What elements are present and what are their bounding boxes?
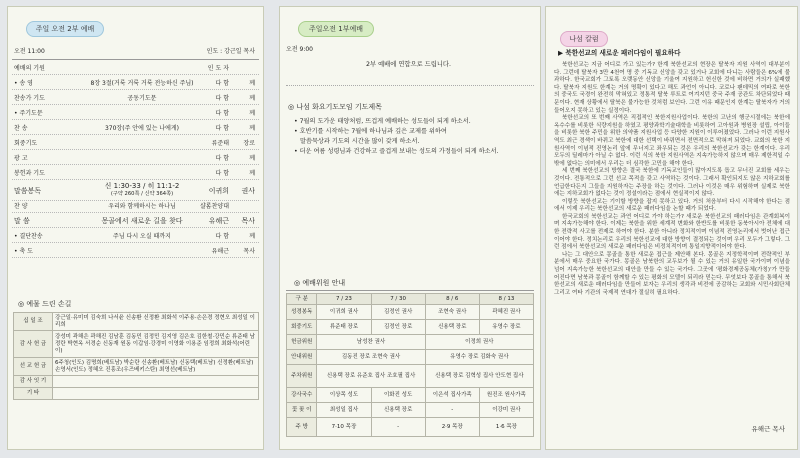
schedule-cell: 신용택 장로	[425, 320, 479, 335]
column-paragraph: 이렇듯 북한선교는 기이할 방향을 잡지 못하고 있다. 거의 처음부터 다시 시작해야 한다는 점에서 이제 우리는 북한선교의 새로운 패러다임을 논할 때가 되었다.	[554, 198, 790, 213]
offering-label: 감 사 잇 기	[14, 376, 53, 388]
schedule-header-cell: 8 / 13	[479, 294, 533, 305]
order-label: 말씀봉독	[14, 187, 42, 195]
order-content: 몽골에서 새로운 길을 찾다	[101, 217, 183, 225]
schedule-cell: 신용택 장로 김혁성 집사 안도현 집사	[425, 365, 533, 388]
order-content: 공동기도문	[127, 95, 157, 102]
order-row	[12, 78, 259, 90]
order-role-suffix: 께	[249, 125, 255, 132]
column-paragraph: 한국교회의 북한선교는 과연 어디로 가야 하는가? 새로운 북한선교의 패러다임은 관계회복이며 지속가능해야 한다. 이제는 북한을 위한 세계적 변화와 한반도를 비롯한 동북아시아 전체에 대한 전략적 사고를 전제로 하여야 한다. 분한 아니라 정치적이며 이념적 진영논리에서 벗어난 접근이어야 한다. 정치논리로 우리의 북한선교에 대한 방향이 결정되는 것이며 우리 모두가 그렇다. 그런 점에서 북한선교의 새로운 패러다임은 비정치적이며 통일지향적이어야 한다.	[554, 213, 790, 251]
order-role: 유해근	[211, 248, 229, 255]
order-row	[12, 201, 259, 213]
schedule-row-label: 강사국수	[287, 388, 317, 403]
service-time: 오전 11:00	[14, 48, 45, 55]
offering-table	[13, 312, 259, 400]
schedule-cell: 이강미 권사	[479, 403, 533, 418]
order-role: 다 함	[215, 110, 229, 117]
order-role: 다 함	[215, 80, 229, 87]
order-role-suffix: 목사	[243, 248, 255, 255]
schedule-cell: 이화진 성도	[371, 388, 425, 403]
schedule-cell: 7·10 목장	[317, 418, 371, 437]
order-label: 찬송가 기도	[14, 95, 45, 102]
schedule-row	[287, 305, 534, 320]
order-row	[12, 216, 259, 228]
prayer-list	[294, 117, 532, 157]
schedule-cell: -	[371, 418, 425, 437]
schedule-table	[286, 293, 534, 437]
order-role: 다 함	[215, 155, 229, 162]
schedule-cell: 원진조 원사가족	[479, 388, 533, 403]
schedule-cell: 이상목 성도	[317, 388, 371, 403]
offering-label: 기 타	[14, 388, 53, 400]
schedule-cell: 이귀희 권사	[317, 305, 371, 320]
order-label: 회중기도	[14, 140, 38, 147]
schedule-header-cell: 구 분	[287, 294, 317, 305]
order-row	[12, 153, 259, 165]
column-body	[554, 62, 790, 297]
schedule-row	[287, 365, 534, 388]
order-role-suffix: 께	[249, 170, 255, 177]
schedule-cell: 조현숙 권사	[425, 305, 479, 320]
order-role-suffix: 께	[249, 155, 255, 162]
order-row	[12, 246, 259, 258]
prayer-title: ◎ 나섬 화요기도모임 기도제목	[288, 103, 382, 111]
schedule-row-label: 주 방	[287, 418, 317, 437]
schedule-cell: 김동진 장로 조현숙 권사	[317, 350, 425, 365]
order-role-suffix: 께	[249, 233, 255, 240]
column-title: ▶ 북한선교의 새로운 패러다임이 필요하다	[558, 49, 681, 57]
prayer-item: • 호반기를 시작하는 7월에 하나님과 깊은 교제를 위하여	[294, 128, 447, 135]
divider	[12, 59, 259, 60]
schedule-cell: 2·9 목장	[425, 418, 479, 437]
offering-row	[14, 388, 259, 400]
schedule-header-cell: 8 / 6	[425, 294, 479, 305]
offering-label: 감 사 헌 금	[14, 331, 53, 358]
order-label: 봉헌과 기도	[14, 170, 45, 177]
order-role: 다 함	[215, 125, 229, 132]
schedule-cell: 김정인 장로	[371, 320, 425, 335]
order-content: 370장(주 안에 있는 나에게)	[104, 125, 180, 132]
schedule-cell: 김정인 권사	[371, 305, 425, 320]
order-role: 샬롬찬양대	[200, 203, 229, 210]
order-content: 우리와 함께하시는 하나님	[108, 203, 176, 210]
bulletin-middle-panel	[279, 6, 541, 450]
column-paragraph: 세 번째 북한선교의 방향은 결국 북한에 기독교인들이 많아지도록 돕고 무너진 교회를 세우는 것이다. 전통적으로 그런 선교 목적을 갖고 사역하는 것이다. 그래서 확인되지도 않은 지하교회를 언급한다든지 그들을 지원하자는 주장을 하는 것이다. 그러나 이것은 매우 위험하며 실제로 북한에는 지하교회가 없다는 것이 정설이라는 점에서 현실적이지 않다.	[554, 168, 790, 198]
schedule-row	[287, 403, 534, 418]
schedule-cell: 유영수 장로	[479, 320, 533, 335]
order-role: 인 도 자	[207, 65, 229, 72]
schedule-cell: 류준태 장로	[317, 320, 371, 335]
offering-label: 십 일 조	[14, 313, 53, 331]
offering-names	[53, 376, 259, 388]
divider	[286, 85, 534, 86]
order-role: 다 함	[215, 95, 229, 102]
prayer-item: 말씀묵상과 기도의 시간을 많이 갖게 하소서.	[300, 138, 420, 145]
order-label: 예배의 기원	[14, 65, 45, 72]
order-row	[12, 108, 259, 120]
schedule-row	[287, 388, 534, 403]
prayer-item: • 7월의 도가운 태양처럼, 뜨겁게 예배하는 성도들이 되게 하소서.	[294, 118, 471, 125]
schedule-header-cell: 7 / 23	[317, 294, 371, 305]
offering-row	[14, 358, 259, 376]
order-label: • 결단찬송	[14, 233, 43, 240]
schedule-cell: 남성찬 권사	[317, 335, 425, 350]
schedule-row-label: 안내위원	[287, 350, 317, 365]
order-row	[12, 183, 259, 201]
order-row	[12, 93, 259, 105]
service-time: 오전 9:00	[286, 46, 313, 53]
order-role-suffix: 장로	[243, 140, 255, 147]
schedule-header-cell: 7 / 30	[371, 294, 425, 305]
column-paragraph: 북한선교의 또 번째 사역은 직접적인 북한지원사업이다. 북한의 고난의 행군시절에는 북한에 옥수수를 비롯한 식량지원을 하였고 평양과학기술대학을 비롯하여 고아원과 병원장 설립, 아이들을 비롯한 북한 주민을 위한 의약품 지원사업 등 다양한 지원이 이루어졌었다. 그러나 이런 지원사역도 최근 경색이 바뀌고 북한에 대한 선택이 바뀌면서 전면적으로 막혀져 되었다. 교회의 북한 지원사역이 이념적 진영논리 앞에 무너지고 좌우되는 것은 우리의 북한선교가 갖는 한계이다. 우리 모두의 딜레마가 아닐 수 없다. 이런 식의 북한 지원사역은 지속가능하지 않으며 매우 제한적일 수밖에 없다는 의미에서 우리는 더 심각한 고민을 해야 한다.	[554, 115, 790, 167]
order-row	[12, 63, 259, 75]
offering-names: 강성미 곽해은 곽해진 김남훈 김동민 김정민 김지영 김은호 김한철·강민순 류준태 남정란 박현옥 서경순 신동재 원동 이갑임·강경미 이영화 이용준 임정희 최화석(어린이)	[53, 331, 259, 358]
schedule-cell: 최성일 집사	[317, 403, 371, 418]
order-role: 다 함	[215, 233, 229, 240]
order-role-suffix: 께	[249, 110, 255, 117]
schedule-cell: -	[425, 403, 479, 418]
offering-names: 강근일·유미미 김숙희 나서윤 신송환 신정환 최화석 이주용·손은경 정현오 최성일 이리희	[53, 313, 259, 331]
order-role-suffix: 께	[249, 95, 255, 102]
order-role: 이귀희	[208, 187, 229, 195]
offering-names	[53, 388, 259, 400]
offering-row	[14, 313, 259, 331]
schedule-cell: 유영수 장로 김화숙 권사	[425, 350, 533, 365]
offering-label: 선 교 헌 금	[14, 358, 53, 376]
schedule-title: ◎ 예배위원 안내	[294, 279, 346, 287]
schedule-row-label: 꽃 꽂 이	[287, 403, 317, 418]
order-label: • 송 영	[14, 80, 33, 87]
schedule-row	[287, 335, 534, 350]
schedule-row	[287, 418, 534, 437]
schedule-cell: 신용택 장로	[371, 403, 425, 418]
schedule-cell: 이은석 집사가족	[425, 388, 479, 403]
offering-names: 6주청(인도) 김명희(베트남) 박순란 신송환(베트남) 신동택(베트남) 신정환(베트남) 손영서(인도) 정혜오 진흥조(우즈베키스탄) 최영선(베트남)	[53, 358, 259, 376]
prayer-item: • 더운 여름 성령님과 건강하고 즐겁게 보내는 성도의 가정들이 되게 하소서.	[294, 148, 499, 155]
column-paragraph: 북한선교는 지금 어디로 가고 있는가? 한계 북한선교의 현장은 탈북자 지원 사역이 대부분이다. 그런데 탈북자 3만 4천여 명 중 기독교 신앙을 갖고 있거나 교회에 다니는 사람들은 6%에 불과하다. 한국교회가 그토록 오랫동안 신앙을 기울여 지원하고 헌신한 것에 비하면 거의가 실패했다. 탈북자 지원도 한계는 거의 명확이 있다고 해도 과언이 아니다. 코로나 팬데믹의 여파로 북한의 중국도 국경이 완전히 막혀있고 정통적 탈북 루트로 여겨지던 중국 주재 공관도 차단되었다 때문이다. 현재 상황에서 탈북은 불가능한 것처럼 보인다. 그런 이유 때문인지 한계는 탈북자가 거의 들어오지 못하고 있는 실정이다.	[554, 62, 790, 114]
schedule-cell: 신용택 장로 유준호 집사 조호필 집사	[317, 365, 425, 388]
order-row	[12, 168, 259, 180]
order-label: 말 씀	[14, 217, 30, 225]
order-role: 다 함	[215, 170, 229, 177]
order-label: 광 고	[14, 155, 28, 162]
order-row	[12, 138, 259, 150]
column-author: 유해근 목사	[751, 425, 785, 433]
order-label: • 주기도문	[14, 110, 43, 117]
order-label: 찬 양	[14, 203, 28, 210]
schedule-cell: 이정희 권사	[425, 335, 533, 350]
schedule-header-row	[287, 294, 534, 305]
order-content: 8장 3절(거룩 거룩 거룩 전능하신 주님)	[90, 80, 194, 87]
order-label: 찬 송	[14, 125, 28, 132]
order-role-suffix: 께	[249, 80, 255, 87]
service-note: 2부 예배에 연합으로 드립니다.	[366, 61, 452, 68]
schedule-row-label: 주차위원	[287, 365, 317, 388]
schedule-cell: 곽혜진 권사	[479, 305, 533, 320]
service-header: 주일 오전 2부 예배	[26, 21, 104, 37]
schedule-cell: 1·6 목장	[479, 418, 533, 437]
schedule-row-label: 헌금위원	[287, 335, 317, 350]
order-label: • 축 도	[14, 248, 33, 255]
service-header: 주일오전 1부예배	[298, 21, 374, 37]
schedule-row-label: 회중기도	[287, 320, 317, 335]
column-paragraph: 나는 그 대안으로 몽골을 통한 새로운 접근을 제안해 본다. 몽골은 지정학적이며 전략적인 부분에서 매우 중요한 국가다. 몽골은 남북한의 교두보가 될 수 있는 거의 유일한 국가이며 이념을 넘어 지속가능한 북한선교의 대안을 만들 수 있는 국가다. 그곳에 '평화경제공동체(가칭)'가 만들어진다면 남북과 몽골이 함께할 수 있는 평화의 모델이 되리라 믿는다. 무엇보다 몽골을 통해서 북한선교의 새로운 패러다임을 만들어 보자는 우리의 생각과 비전에 공감하는 교회와 시민사회단체 그리고 여타 기관의 국제적 연대가 절실히 필요하다.	[554, 251, 790, 296]
order-row	[12, 123, 259, 135]
divider	[286, 290, 534, 291]
order-content: 신 1:30-33 / 히 11:1-2 (구약 260쪽 / 신약 364쪽)	[104, 182, 180, 197]
column-panel	[545, 6, 798, 450]
schedule-row	[287, 350, 534, 365]
offering-row	[14, 376, 259, 388]
order-row	[12, 231, 259, 243]
order-role-suffix: 목사	[241, 217, 255, 225]
order-role: 유해근	[208, 217, 229, 225]
schedule-row	[287, 320, 534, 335]
order-role: 류준태	[211, 140, 229, 147]
order-of-worship-panel	[7, 6, 264, 450]
order-content: 주님 다시 오실 때까지	[113, 233, 171, 240]
service-leader: 인도 : 강근일 목사	[206, 48, 255, 55]
column-header: 나섬 칼럼	[560, 31, 608, 47]
order-role-suffix: 권사	[241, 187, 255, 195]
schedule-row-label: 성경봉독	[287, 305, 317, 320]
offering-row	[14, 331, 259, 358]
helpers-title: ◎ 예물 드린 손길	[18, 300, 72, 308]
